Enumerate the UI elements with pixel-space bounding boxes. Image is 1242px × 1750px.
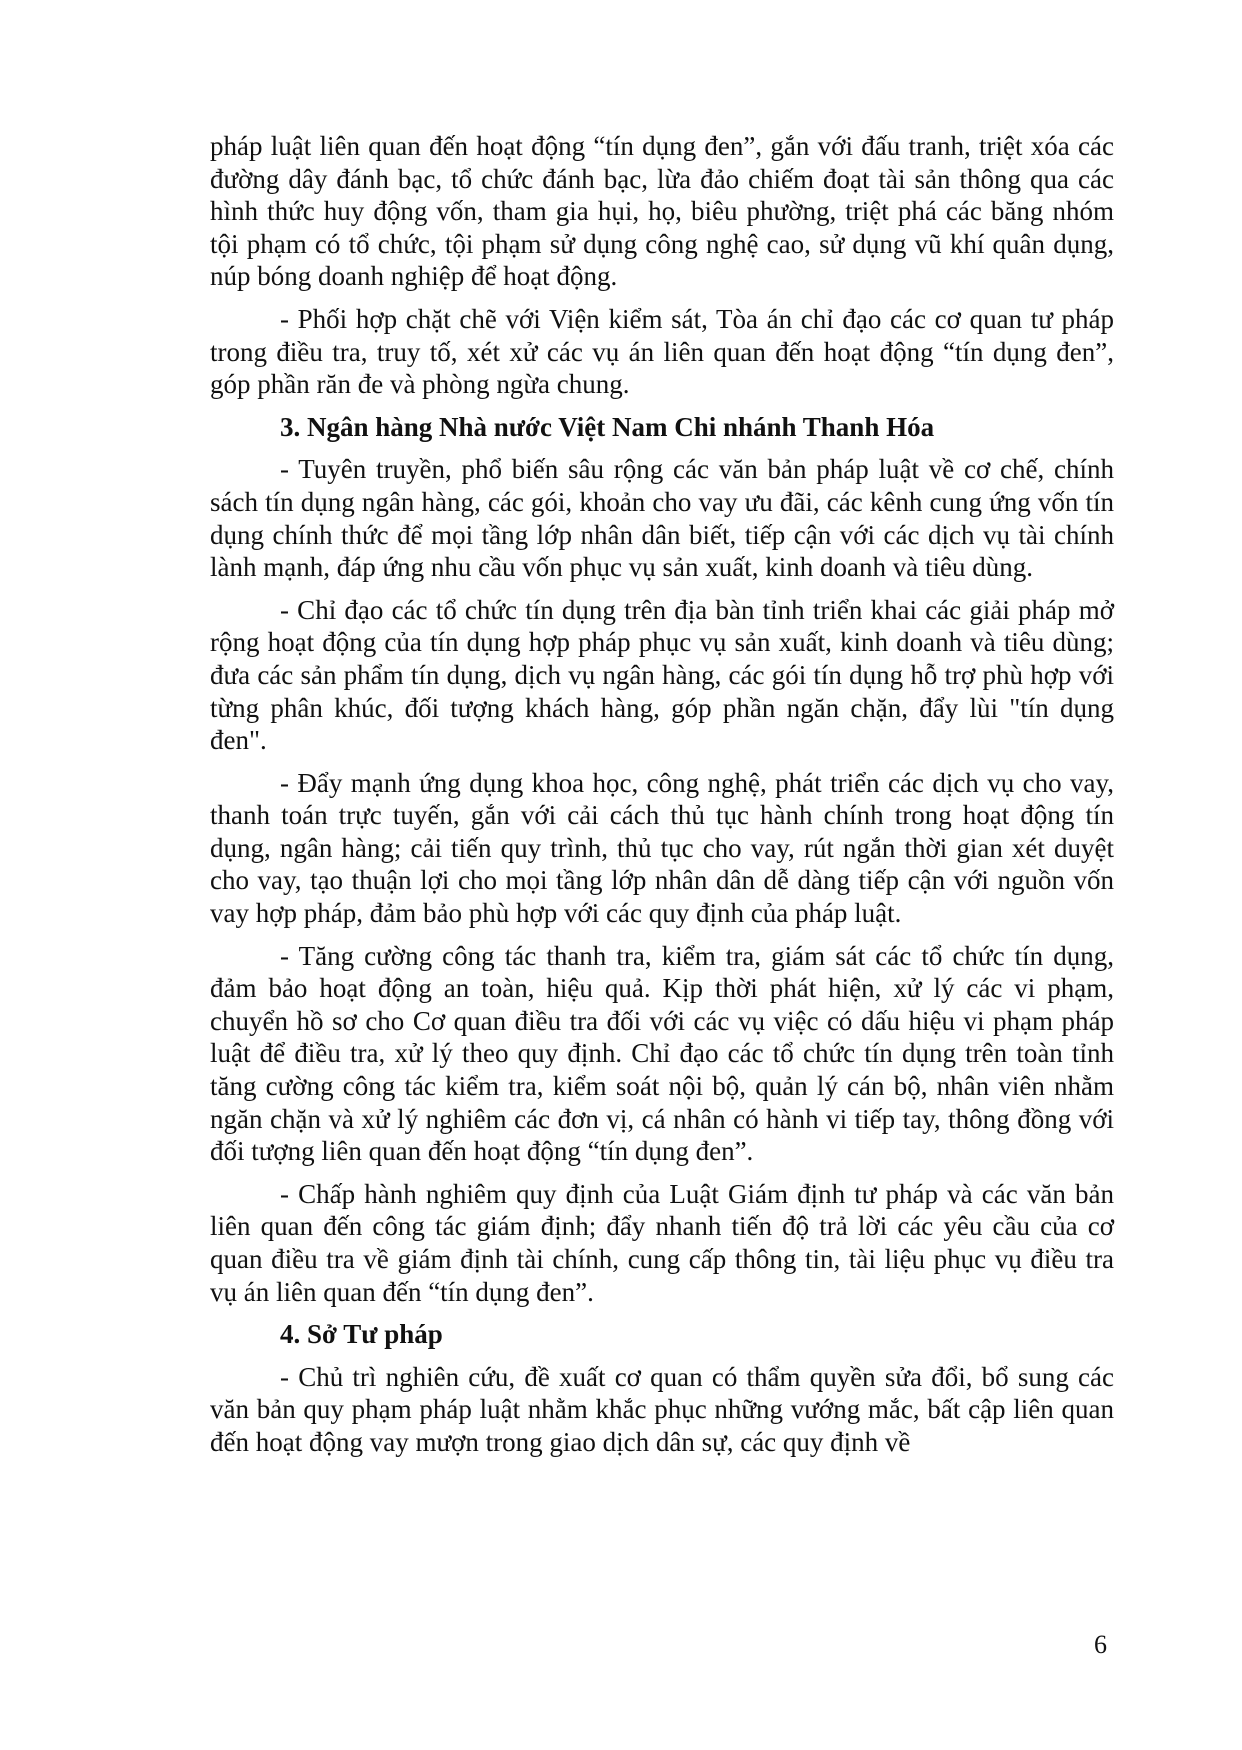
section-3-paragraph-1: - Tuyên truyền, phổ biến sâu rộng các văn bản pháp luật về cơ chế, chính sách tín dụng ngân hàng, các gói, khoản cho vay ưu đãi, các kênh cung ứng vốn tín dụng chính thức để mọi tầng lớp nhân dân biết, tiếp cận với các dịch vụ tài chính lành mạnh, đáp ứng nhu cầu vốn phục vụ sản xuất, kinh doanh và tiêu dùng. xyxy=(210,454,1114,583)
section-heading-4: 4. Sở Tư pháp xyxy=(280,1319,443,1350)
page-number: 6 xyxy=(1094,1630,1107,1659)
section-3-paragraph-2: - Chỉ đạo các tổ chức tín dụng trên địa bàn tỉnh triển khai các giải pháp mở rộng hoạt động của tín dụng hợp pháp phục vụ sản xuất, kinh doanh và tiêu dùng; đưa các sản phẩm tín dụng, dịch vụ ngân hàng, các gói tín dụng hỗ trợ phù hợp với từng phân khúc, đối tượng khách hàng, góp phần ngăn chặn, đẩy lùi "tín dụng đen". xyxy=(210,594,1114,756)
section-3-paragraph-3: - Đẩy mạnh ứng dụng khoa học, công nghệ, phát triển các dịch vụ cho vay, thanh toán trực tuyến, gắn với cải cách thủ tục hành chính trong hoạt động tín dụng, ngân hàng; cải tiến quy trình, thủ tục cho vay, rút ngắn thời gian xét duyệt cho vay, tạo thuận lợi cho mọi tầng lớp nhân dân dễ dàng tiếp cận với nguồn vốn vay hợp pháp, đảm bảo phù hợp với các quy định của pháp luật. xyxy=(210,767,1114,929)
section-4-paragraph-1: - Chủ trì nghiên cứu, đề xuất cơ quan có thẩm quyền sửa đổi, bổ sung các văn bản quy phạm pháp luật nhằm khắc phục những vướng mắc, bất cập liên quan đến hoạt động vay mượn trong giao dịch dân sự, các quy định về xyxy=(210,1361,1114,1457)
paragraph-coordination: - Phối hợp chặt chẽ với Viện kiểm sát, Tòa án chỉ đạo các cơ quan tư pháp trong điều tra, truy tố, xét xử các vụ án liên quan đến hoạt động “tín dụng đen”, góp phần răn đe và phòng ngừa chung. xyxy=(210,303,1114,400)
section-3-paragraph-4: - Tăng cường công tác thanh tra, kiểm tra, giám sát các tổ chức tín dụng, đảm bảo hoạt động an toàn, hiệu quả. Kịp thời phát hiện, xử lý các vi phạm, chuyển hồ sơ cho Cơ quan điều tra đối với các vụ việc có dấu hiệu vi phạm pháp luật để điều tra, xử lý theo quy định. Chỉ đạo các tổ chức tín dụng trên toàn tỉnh tăng cường công tác kiểm tra, kiểm soát nội bộ, quản lý cán bộ, nhân viên nhằm ngăn chặn và xử lý nghiêm các đơn vị, cá nhân có hành vi tiếp tay, thông đồng với đối tượng liên quan đến hoạt động “tín dụng đen”. xyxy=(210,940,1114,1167)
document-body xyxy=(210,130,1114,1459)
paragraph-intro: pháp luật liên quan đến hoạt động “tín dụng đen”, gắn với đấu tranh, triệt xóa các đường dây đánh bạc, tổ chức đánh bạc, lừa đảo chiếm đoạt tài sản thông qua các hình thức huy động vốn, tham gia hụi, họ, biêu phường, triệt phá các băng nhóm tội phạm có tổ chức, tội phạm sử dụng công nghệ cao, sử dụng vũ khí quân dụng, núp bóng doanh nghiệp để hoạt động. xyxy=(210,131,1114,292)
section-heading-3: 3. Ngân hàng Nhà nước Việt Nam Chi nhánh Thanh Hóa xyxy=(280,411,935,442)
section-3-paragraph-5: - Chấp hành nghiêm quy định của Luật Giám định tư pháp và các văn bản liên quan đến công tác giám định; đẩy nhanh tiến độ trả lời các yêu cầu của cơ quan điều tra về giám định tài chính, cung cấp thông tin, tài liệu phục vụ điều tra vụ án liên quan đến “tín dụng đen”. xyxy=(210,1178,1114,1307)
